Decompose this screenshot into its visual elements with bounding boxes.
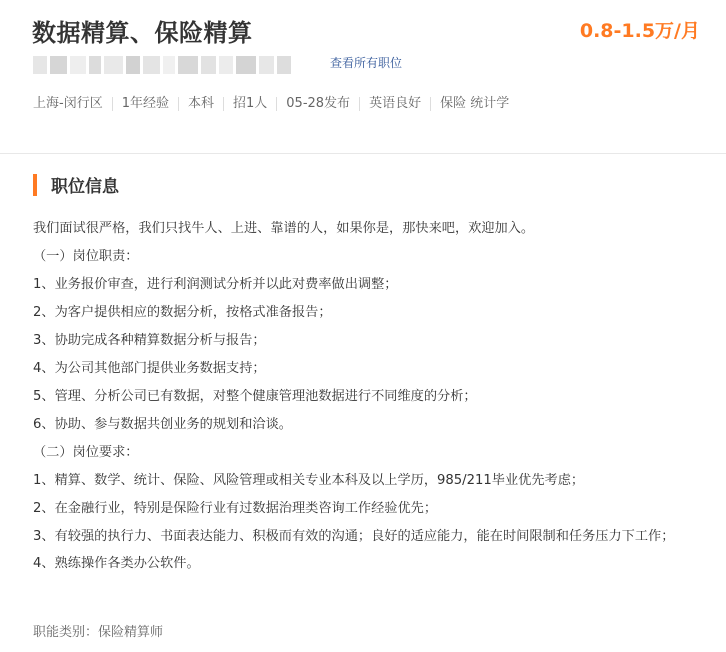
duties-heading: （一）岗位职责： — [33, 249, 139, 264]
requirement-item: 4、熟练操作各类办公软件。 — [33, 556, 200, 571]
section-accent-bar — [33, 174, 37, 196]
meta-majors: 保险 统计学 — [430, 97, 518, 111]
meta-publish-date: 05-28发布 — [276, 97, 359, 111]
requirement-item: 1、精算、数学、统计、保险、风险管理或相关专业本科及以上学历，985/211毕业优先考虑； — [33, 473, 585, 488]
salary: 0.8-1.5万/月 — [579, 20, 700, 42]
duty-item: 6、协助、参与数据共创业务的规划和洽谈。 — [33, 417, 292, 432]
requirement-item: 2、在金融行业，特别是保险行业有过数据治理类咨询工作经验优先； — [33, 501, 438, 516]
requirements-heading: （二）岗位要求： — [33, 445, 139, 460]
section-header — [33, 173, 119, 196]
job-meta — [33, 97, 518, 111]
job-category: 职能类别：保险精算师 — [33, 625, 164, 640]
meta-language: 英语良好 — [359, 97, 430, 111]
meta-education: 本科 — [178, 97, 223, 111]
duty-item: 1、业务报价审查，进行利润测试分析并以此对费率做出调整； — [33, 277, 398, 292]
section-title: 职位信息 — [51, 177, 119, 197]
meta-headcount: 招1人 — [223, 97, 276, 111]
job-title: 数据精算、保险精算 — [32, 19, 253, 47]
duty-item: 3、协助完成各种精算数据分析与报告； — [33, 333, 266, 348]
view-all-jobs-link[interactable]: 查看所有职位 — [330, 56, 403, 70]
meta-location: 上海-闵行区 — [33, 96, 103, 111]
requirement-item: 3、有较强的执行力、书面表达能力、积极而有效的沟通；良好的适应能力，能在时间限制和任务压力下工作； — [33, 529, 675, 544]
duty-item: 2、为客户提供相应的数据分析，按格式准备报告； — [33, 305, 332, 320]
job-description — [33, 215, 698, 578]
company-name-blurred — [33, 55, 291, 75]
divider — [0, 153, 726, 154]
duty-item: 4、为公司其他部门提供业务数据支持； — [33, 361, 266, 376]
description-intro: 我们面试很严格，我们只找牛人、上进、靠谱的人，如果你是，那快来吧，欢迎加入。 — [33, 221, 535, 236]
duty-item: 5、管理、分析公司已有数据，对整个健康管理池数据进行不同维度的分析； — [33, 389, 477, 404]
meta-experience: 1年经验 — [112, 97, 178, 111]
